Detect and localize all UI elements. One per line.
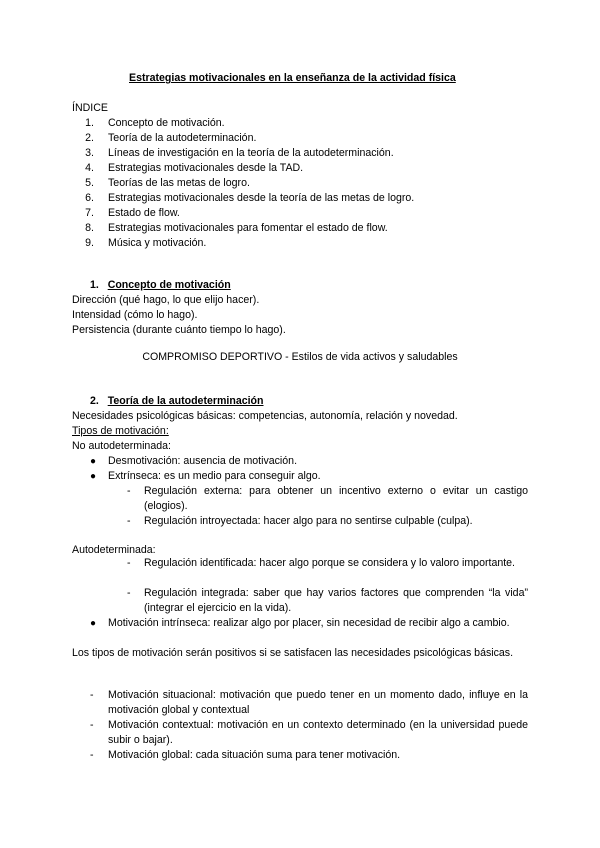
level-contextual: Motivación contextual: motivación en un contexto determinado (en la universidad puede subir o bajar). [108, 719, 528, 746]
section1-line-direccion: Dirección (qué hago, lo que elijo hacer). [72, 294, 260, 306]
level-global: Motivación global: cada situación suma para tener motivación. [108, 749, 401, 761]
document-title: Estrategias motivacionales en la enseñanza de la actividad física [129, 72, 456, 84]
dash-marker: - [90, 719, 94, 731]
dash-marker: - [90, 689, 94, 701]
index-number: 7. [85, 207, 94, 219]
dash-marker: - [127, 557, 131, 569]
section1-center-line: COMPROMISO DEPORTIVO - Estilos de vida activos y saludables [142, 351, 458, 363]
index-item: Estrategias motivacionales desde la teoría de las metas de logro. [108, 192, 415, 204]
types-label: Tipos de motivación: [72, 425, 169, 437]
index-number: 5. [85, 177, 94, 189]
reg-integrada-item: Regulación integrada: saber que hay varios factores que comprenden “la vida” (integrar el ejercicio en la vida). [144, 587, 528, 614]
positive-note: Los tipos de motivación serán positivos si se satisfacen las necesidades psicológicas básicas. [72, 647, 514, 659]
index-item: Estrategias motivacionales desde la TAD. [108, 162, 304, 174]
dash-marker: - [127, 587, 131, 599]
index-number: 8. [85, 222, 94, 234]
section1-number: 1. [90, 279, 99, 291]
section1-line-intensidad: Intensidad (cómo lo hago). [72, 309, 198, 321]
dash-marker: - [90, 749, 94, 761]
index-number: 4. [85, 162, 94, 174]
index-item: Teoría de la autodeterminación. [108, 132, 257, 144]
bullet-marker: ● [90, 471, 97, 482]
extrinseca-item: Extrínseca: es un medio para conseguir algo. [108, 470, 321, 482]
section2-heading [90, 394, 264, 409]
index-heading: ÍNDICE [72, 102, 108, 114]
bullet-marker: ● [90, 618, 97, 629]
section2-title: Teoría de la autodeterminación [107, 395, 264, 407]
index-item: Concepto de motivación. [108, 117, 225, 129]
needs-line: Necesidades psicológicas básicas: competencias, autonomía, relación y novedad. [72, 410, 458, 422]
section1-heading [90, 278, 231, 293]
reg-introyectada-item: Regulación introyectada: hacer algo para no sentirse culpable (culpa). [144, 515, 473, 527]
dash-marker: - [127, 485, 131, 497]
index-item: Líneas de investigación en la teoría de la autodeterminación. [108, 147, 394, 159]
dash-marker: - [127, 515, 131, 527]
level-situacional: Motivación situacional: motivación que puedo tener en un momento dado, influye en la motivación global y contextual [108, 689, 528, 716]
desmotivacion-item: Desmotivación: ausencia de motivación. [108, 455, 298, 467]
reg-identificada-item: Regulación identificada: hacer algo porque se considera y lo valoro importante. [144, 557, 516, 569]
index-number: 3. [85, 147, 94, 159]
reg-externa-item: Regulación externa: para obtener un incentivo externo o evitar un castigo (elogios). [144, 485, 528, 512]
section1-line-persistencia: Persistencia (durante cuánto tiempo lo hago). [72, 324, 286, 336]
index-item: Estrategias motivacionales para fomentar el estado de flow. [108, 222, 388, 234]
index-item: Estado de flow. [108, 207, 180, 219]
section1-title: Concepto de motivación [107, 279, 231, 291]
bullet-marker: ● [90, 456, 97, 467]
index-number: 9. [85, 237, 94, 249]
index-number: 6. [85, 192, 94, 204]
index-item: Música y motivación. [108, 237, 207, 249]
self-label: Autodeterminada: [72, 544, 156, 556]
index-number: 2. [85, 132, 94, 144]
non-self-label: No autodeterminada: [72, 440, 171, 452]
index-item: Teorías de las metas de logro. [108, 177, 250, 189]
section2-number: 2. [90, 395, 99, 407]
index-number: 1. [85, 117, 94, 129]
intrinseca-item: Motivación intrínseca: realizar algo por placer, sin necesidad de recibir algo a cambio. [108, 617, 510, 629]
